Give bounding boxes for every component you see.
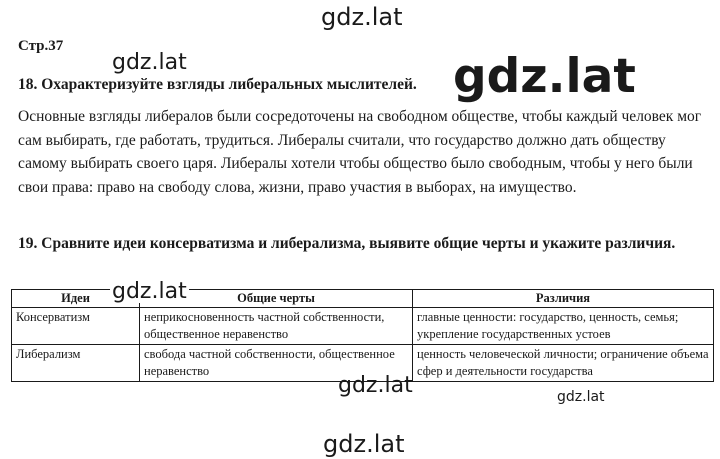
cell-idea: Консерватизм	[12, 308, 140, 345]
watermark: gdz.lat	[323, 430, 405, 458]
watermark: gdz.lat	[112, 279, 187, 304]
cell-common: неприкосновенность частной собственности, общественное неравенство	[140, 308, 413, 345]
cell-common: свобода частной собственности, общественное неравенство	[140, 345, 413, 382]
header-ideas: Идеи	[12, 290, 140, 308]
cell-differences: главные ценности: государство, ценность, семья; укрепление государственных устоев	[413, 308, 714, 345]
cell-idea: Либерализм	[12, 345, 140, 382]
header-common-features: Общие черты	[140, 290, 413, 308]
header-differences: Различия	[413, 290, 714, 308]
watermark: gdz.lat	[112, 50, 187, 75]
page-label: Стр.37	[18, 38, 64, 54]
watermark: gdz.lat	[321, 3, 403, 31]
watermark: gdz.lat	[453, 49, 636, 104]
watermark: gdz.lat	[557, 389, 605, 405]
question-19-title: 19. Сравните идеи консерватизма и либерализма, выявите общие черты и укажите различия.	[18, 235, 676, 252]
question-18-title: 18. Охарактеризуйте взгляды либеральных мыслителей.	[18, 76, 417, 93]
table-row	[12, 308, 714, 345]
question-18-answer: Основные взгляды либералов были сосредоточены на свободном обществе, чтобы каждый человек мог сам выбирать, где работать, трудиться. Либералы считали, что государство должно дать обществу самому выбирать своего царя. Либералы хотели чтобы общество было свободным, чтобы у него были свои права: право на свободу слова, жизни, право участия в выборах, на имущество.	[18, 108, 702, 196]
cell-differences: ценность человеческой личности; ограничение объема сфер и деятельности государства	[413, 345, 714, 382]
watermark: gdz.lat	[338, 373, 413, 398]
